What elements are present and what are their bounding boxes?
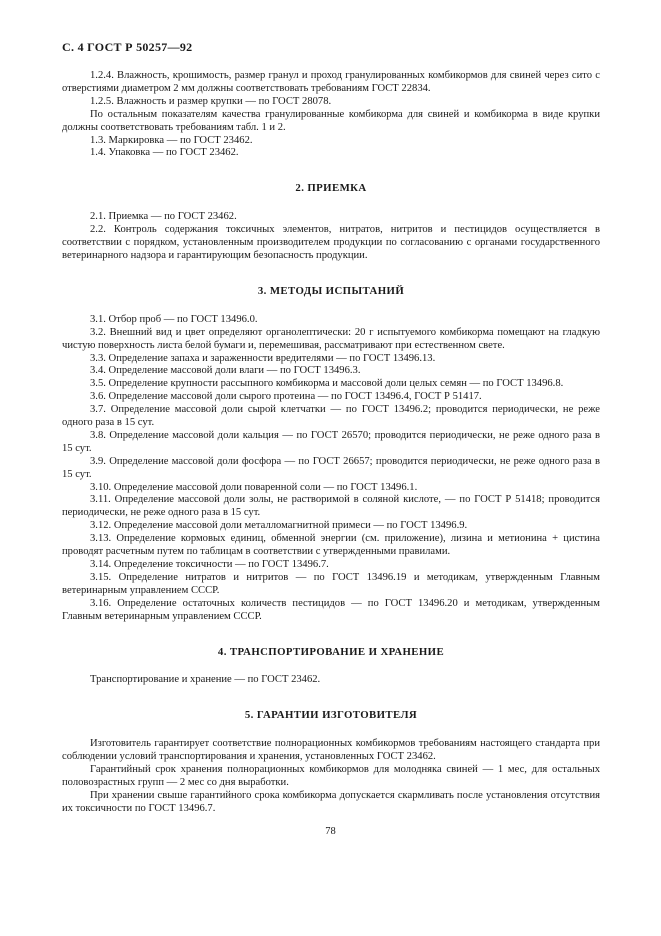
paragraph: Транспортирование и хранение — по ГОСТ 23462. <box>90 674 321 686</box>
paragraph: При хранении свыше гарантийного срока комбикорма допускается скармливать после установления отсутствия их токсичности по ГОСТ 13496.7. <box>62 789 600 814</box>
paragraph: 3.15. Определение нитратов и нитритов — по ГОСТ 13496.19 и методикам, утвержденным Главным ветеринарным управлением СССР. <box>62 571 600 596</box>
paragraph: 2.2. Контроль содержания токсичных элементов, нитратов, нитритов и пестицидов осуществляется в соответствии с порядком, установленным производителем продукции по согласованию с органами государственного ветеринарного надзора и гарантирующим безопасность продукции. <box>62 224 600 261</box>
paragraph: 3.1. Отбор проб — по ГОСТ 13496.0. <box>90 313 258 325</box>
paragraph: 3.6. Определение массовой доли сырого протеина — по ГОСТ 13496.4, ГОСТ Р 51417. <box>90 391 482 403</box>
paragraph: По остальным показателям качества гранулированные комбикорма для свиней и комбикорма в виде крупки должны соответствовать требованиям табл. 1 и 2. <box>62 108 600 133</box>
paragraph: 3.9. Определение массовой доли фосфора — по ГОСТ 26657; проводится периодически, не реже одного раза в 15 сут. <box>62 455 600 480</box>
document-body <box>62 70 600 816</box>
paragraph: 2.1. Приемка — по ГОСТ 23462. <box>90 211 237 223</box>
section-heading: 2. ПРИЕМКА <box>295 182 367 195</box>
paragraph: 1.2.4. Влажность, крошимость, размер гранул и проход гранулированных комбикормов для свиней через сито с отверстиями диаметром 2 мм должны соответствовать требованиям ГОСТ 22834. <box>62 70 600 94</box>
paragraph: 3.16. Определение остаточных количеств пестицидов — по ГОСТ 13496.20 и методикам, утвержденным Главным ветеринарным управлением СССР. <box>62 597 600 622</box>
section-heading: 3. МЕТОДЫ ИСПЫТАНИЙ <box>257 284 405 297</box>
paragraph: 3.4. Определение массовой доли влаги — по ГОСТ 13496.3. <box>90 365 361 377</box>
paragraph: 3.13. Определение кормовых единиц, обменной энергии (см. приложение), лизина и метионина + цистина проводят расчетным путем по таблицам в соответствии с утвержденными правилами. <box>62 533 600 558</box>
paragraph: 1.2.5. Влажность и размер крупки — по ГОСТ 28078. <box>90 95 332 107</box>
section-heading: 4. ТРАНСПОРТИРОВАНИЕ И ХРАНЕНИЕ <box>217 645 445 658</box>
paragraph: 3.2. Внешний вид и цвет определяют органолептически: 20 г испытуемого комбикорма помещают на гладкую чистую поверхность листа белой бумаги и, перемешивая, рассматривают при естественном свете. <box>62 326 600 351</box>
paragraph: 3.12. Определение массовой доли металломагнитной примеси — по ГОСТ 13496.9. <box>90 520 468 532</box>
section-heading: 5. ГАРАНТИИ ИЗГОТОВИТЕЛЯ <box>244 709 418 722</box>
paragraph: 3.5. Определение крупности рассыпного комбикорма и массовой доли целых семян — по ГОСТ 13496.8. <box>90 378 564 390</box>
paragraph: 3.3. Определение запаха и зараженности вредителями — по ГОСТ 13496.13. <box>90 352 436 364</box>
paragraph: 1.3. Маркировка — по ГОСТ 23462. <box>90 134 253 146</box>
paragraph: 3.11. Определение массовой доли золы, не растворимой в соляной кислоте, — по ГОСТ Р 51418; проводится периодически, не реже одного раза в 15 сут. <box>62 494 600 519</box>
paragraph: 1.4. Упаковка — по ГОСТ 23462. <box>90 147 239 159</box>
running-header: С. 4 ГОСТ Р 50257—92 <box>62 40 193 54</box>
paragraph: Гарантийный срок хранения полнорационных комбикормов для молодняка свиней — 1 мес, для остальных половозрастных групп — 2 мес со дня выработки. <box>62 764 600 788</box>
paragraph: 3.14. Определение токсичности — по ГОСТ 13496.7. <box>90 559 329 570</box>
paragraph: Изготовитель гарантирует соответствие полнорационных комбикормов требованиям настоящего стандарта при соблюдении условий транспортирования и хранения, установленных ГОСТ 23462. <box>62 738 600 763</box>
page-number: 78 <box>325 826 336 837</box>
paragraph: 3.10. Определение массовой доли поваренной соли — по ГОСТ 13496.1. <box>90 481 418 493</box>
paragraph: 3.7. Определение массовой доли сырой клетчатки — по ГОСТ 13496.2; проводится периодически, не реже одного раза в 15 сут. <box>62 404 600 429</box>
paragraph: 3.8. Определение массовой доли кальция — по ГОСТ 26570; проводится периодически, не реже одного раза в 15 сут. <box>62 429 600 454</box>
